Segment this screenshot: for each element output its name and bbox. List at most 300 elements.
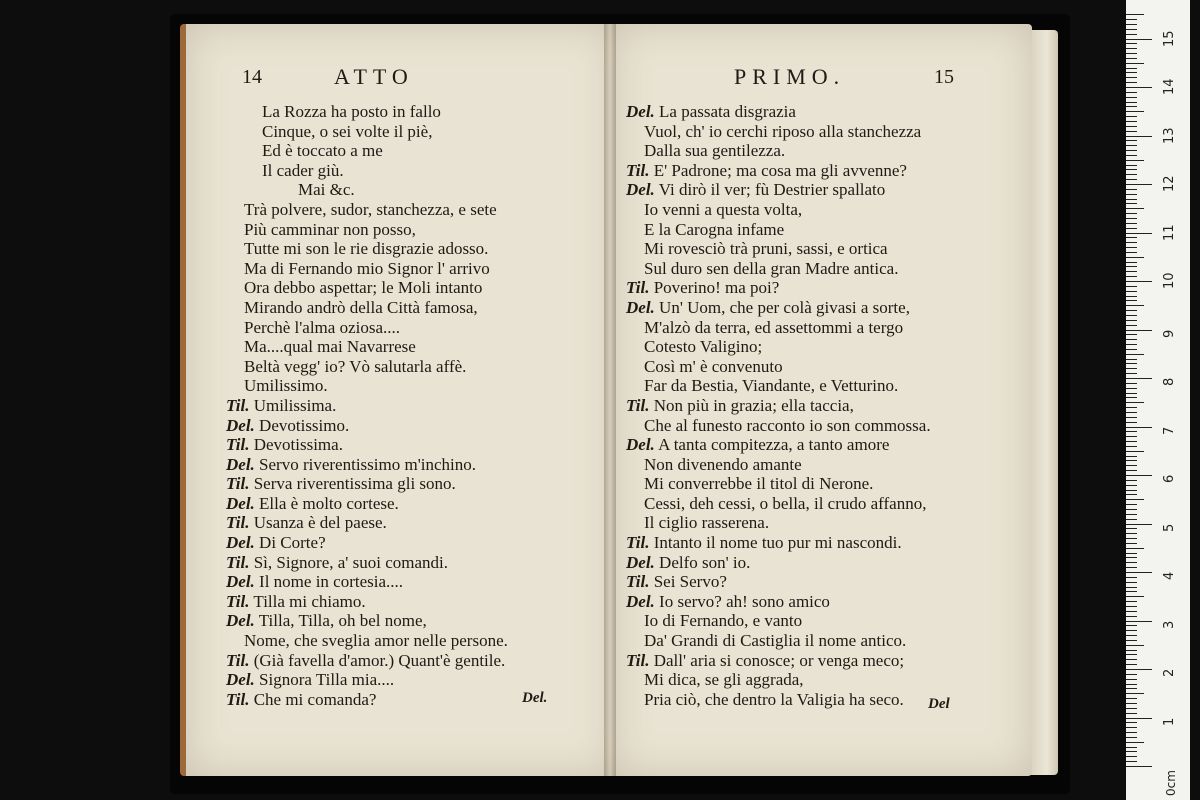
- text-line: [626, 180, 931, 200]
- ruler-tick: [1126, 296, 1137, 297]
- text-line: [226, 572, 508, 592]
- line-text: Servo riverentissimo m'inchino.: [259, 454, 476, 474]
- line-text: Mi dica, se gli aggrada,: [644, 670, 804, 690]
- text-line: [226, 533, 508, 553]
- ruler-tick: [1126, 39, 1152, 40]
- ruler-tick: [1126, 330, 1152, 331]
- text-line: [626, 572, 931, 592]
- line-text: Mirando andrò della Città famosa,: [244, 297, 478, 317]
- text-line: [226, 141, 508, 161]
- ruler-tick: [1126, 388, 1137, 389]
- ruler-tick: [1126, 325, 1137, 326]
- text-line: [226, 592, 508, 612]
- line-text: Che mi comanda?: [253, 689, 377, 709]
- ruler-tick: [1126, 72, 1137, 73]
- ruler-tick: [1126, 315, 1137, 316]
- ruler-tick: [1126, 271, 1137, 272]
- line-text: Pria ciò, che dentro la Valigia ha seco.: [644, 689, 904, 709]
- speaker-label: Til.: [626, 395, 650, 415]
- text-line: [226, 357, 508, 377]
- ruler-tick: [1126, 320, 1137, 321]
- ruler-tick: [1126, 174, 1137, 175]
- ruler-tick: [1126, 742, 1144, 743]
- speaker-label: Del.: [626, 552, 655, 572]
- speaker-label: Til.: [626, 572, 650, 592]
- ruler-tick: [1126, 291, 1137, 292]
- speaker-label: Del.: [226, 493, 255, 513]
- text-line: [226, 318, 508, 338]
- line-text: Ma di Fernando mio Signor l' arrivo: [244, 258, 490, 278]
- text-line: [226, 651, 508, 671]
- text-line: [226, 102, 508, 122]
- line-text: Umilissima.: [253, 395, 337, 415]
- ruler-tick: [1126, 160, 1144, 161]
- ruler-tick: [1126, 266, 1137, 267]
- ruler-tick: [1126, 528, 1137, 529]
- ruler-tick: [1126, 470, 1137, 471]
- ruler-tick: [1126, 533, 1137, 534]
- line-text: Il ciglio rasserena.: [644, 513, 770, 533]
- ruler-tick: [1126, 383, 1137, 384]
- ruler-tick: [1126, 747, 1137, 748]
- text-line: [626, 376, 931, 396]
- ruler-tick: [1126, 53, 1137, 54]
- text-line: [626, 611, 931, 631]
- ruler-tick: [1126, 300, 1137, 301]
- line-text: Far da Bestia, Viandante, e Vetturino.: [644, 376, 899, 396]
- ruler-tick: [1126, 199, 1137, 200]
- ruler-tick: [1126, 519, 1137, 520]
- speaker-label: Del.: [226, 415, 255, 435]
- text-line: [226, 376, 508, 396]
- ruler-tick: [1126, 126, 1137, 127]
- ruler-tick: [1126, 659, 1137, 660]
- ruler-tick: [1126, 514, 1137, 515]
- speaker-label: Til.: [626, 533, 650, 553]
- ruler-tick: [1126, 305, 1144, 306]
- line-text: Nome, che sveglia amor nelle persone.: [244, 631, 508, 651]
- ruler-tick: [1126, 344, 1137, 345]
- ruler-tick: [1126, 354, 1144, 355]
- ruler-number: 13: [1162, 126, 1177, 144]
- ruler-tick: [1126, 378, 1152, 379]
- ruler-number: 8: [1162, 377, 1177, 386]
- right-page: [612, 24, 1032, 776]
- ruler-tick: [1126, 766, 1152, 767]
- ruler-number: 14: [1162, 78, 1177, 95]
- ruler-tick: [1126, 34, 1137, 35]
- ruler-tick: [1126, 407, 1137, 408]
- line-text: M'alzò da terra, ed assettommi a tergo: [644, 317, 904, 337]
- ruler-tick: [1126, 131, 1137, 132]
- text-line: [626, 239, 931, 259]
- ruler-tick: [1126, 165, 1137, 166]
- line-text: Il cader giù.: [262, 160, 344, 180]
- ruler-tick: [1126, 223, 1137, 224]
- ruler-tick: [1126, 262, 1137, 263]
- line-text: Devotissimo.: [259, 415, 350, 435]
- ruler-tick: [1126, 625, 1137, 626]
- ruler-tick: [1126, 179, 1137, 180]
- speaker-label: Til.: [226, 650, 250, 670]
- text-line: [626, 553, 931, 573]
- ruler-tick: [1126, 650, 1137, 651]
- ruler-tick: [1126, 698, 1137, 699]
- text-line: [226, 161, 508, 181]
- line-text: Che al funesto racconto io son commossa.: [644, 415, 931, 435]
- text-line: [626, 651, 931, 671]
- ruler-tick: [1126, 606, 1137, 607]
- ruler-tick: [1126, 310, 1137, 311]
- ruler-tick: [1126, 591, 1137, 592]
- ruler-tick: [1126, 465, 1137, 466]
- ruler-tick: [1126, 24, 1137, 25]
- ruler-tick: [1126, 732, 1137, 733]
- ruler-tick: [1126, 611, 1137, 612]
- speaker-label: Del.: [626, 180, 655, 200]
- ruler-tick: [1126, 359, 1137, 360]
- ruler-tick: [1126, 58, 1137, 59]
- line-text: Così m' è convenuto: [644, 356, 783, 376]
- ruler-tick: [1126, 68, 1137, 69]
- ruler-tick: [1126, 373, 1137, 374]
- line-text: Mi converrebbe il titol di Nerone.: [644, 474, 874, 494]
- line-text: Tilla, Tilla, oh bel nome,: [258, 611, 427, 631]
- line-text: Io di Fernando, e vanto: [644, 611, 803, 631]
- ruler-tick: [1126, 252, 1137, 253]
- ruler-tick: [1126, 524, 1152, 525]
- right-running-head: PRIMO.: [734, 64, 846, 89]
- ruler-tick: [1126, 286, 1137, 287]
- ruler-tick: [1126, 82, 1137, 83]
- line-text: (Già favella d'amor.) Quant'è gentile.: [253, 650, 506, 670]
- ruler-tick: [1126, 97, 1137, 98]
- ruler-tick: [1126, 363, 1137, 364]
- ruler-tick: [1126, 577, 1137, 578]
- ruler-tick: [1126, 48, 1137, 49]
- line-text: Di Corte?: [259, 533, 326, 553]
- line-text: A tanta compitezza, a tanto amore: [658, 435, 890, 455]
- text-line: [226, 455, 508, 475]
- ruler-tick: [1126, 213, 1137, 214]
- text-line: [226, 553, 508, 573]
- right-catchword: Del: [928, 696, 950, 712]
- line-text: Cotesto Valigino;: [644, 337, 763, 357]
- line-text: Intanto il nome tuo pur mi nascondi.: [653, 533, 902, 553]
- ruler-tick: [1126, 548, 1144, 549]
- left-page: [180, 24, 616, 776]
- left-catchword: Del.: [522, 690, 548, 706]
- ruler-number: 7: [1162, 426, 1177, 435]
- text-line: [226, 337, 508, 357]
- line-text: Serva riverentissima gli sono.: [253, 474, 456, 494]
- ruler-tick: [1126, 567, 1137, 568]
- line-text: Tilla mi chiamo.: [253, 591, 366, 611]
- ruler-tick: [1126, 106, 1137, 107]
- ruler-tick: [1126, 150, 1137, 151]
- speaker-label: Til.: [226, 552, 250, 572]
- speaker-label: Del.: [226, 572, 255, 592]
- text-line: [626, 102, 931, 122]
- ruler-tick: [1126, 276, 1137, 277]
- ruler-tick: [1126, 557, 1137, 558]
- ruler-tick: [1126, 674, 1137, 675]
- text-line: [626, 122, 931, 142]
- text-line: [626, 435, 931, 455]
- speaker-label: Del.: [626, 102, 655, 121]
- text-line: [626, 259, 931, 279]
- ruler-tick: [1126, 562, 1137, 563]
- line-text: Poverino! ma poi?: [653, 278, 780, 298]
- text-line: [626, 592, 931, 612]
- speaker-label: Til.: [626, 650, 650, 670]
- line-text: Un' Uom, che per colà givasi a sorte,: [659, 297, 910, 317]
- ruler-tick: [1126, 679, 1137, 680]
- line-text: Ma....qual mai Navarrese: [244, 337, 416, 357]
- text-line: [226, 278, 508, 298]
- line-text: Sei Servo?: [653, 572, 727, 592]
- ruler-number: 9: [1162, 329, 1177, 338]
- ruler-tick: [1126, 422, 1137, 423]
- speaker-label: Del.: [626, 591, 655, 611]
- ruler-tick: [1126, 349, 1137, 350]
- line-text: Signora Tilla mia....: [259, 670, 395, 690]
- ruler-number: 5: [1162, 523, 1177, 532]
- page-edges: [1030, 30, 1058, 775]
- text-line: [226, 239, 508, 259]
- line-text: Umilissimo.: [244, 376, 328, 396]
- ruler-tick: [1126, 136, 1152, 137]
- text-line: [626, 278, 931, 298]
- ruler-number: 15: [1162, 29, 1177, 47]
- ruler-tick: [1126, 460, 1137, 461]
- line-text: Delfo son' io.: [659, 552, 751, 572]
- line-text: Sul duro sen della gran Madre antica.: [644, 258, 899, 278]
- ruler-tick: [1126, 587, 1137, 588]
- ruler-tick: [1126, 616, 1137, 617]
- ruler-number: 2: [1162, 668, 1177, 677]
- text-line: [226, 513, 508, 533]
- line-text: Devotissima.: [253, 435, 343, 455]
- ruler-number: 10: [1162, 272, 1177, 289]
- text-line: [626, 318, 931, 338]
- ruler-tick: [1126, 339, 1137, 340]
- ruler-tick: [1126, 145, 1137, 146]
- text-line: [226, 690, 508, 710]
- ruler-tick: [1126, 630, 1137, 631]
- text-line: [226, 631, 508, 651]
- speaker-label: Til.: [226, 435, 250, 455]
- speaker-label: Del.: [226, 533, 255, 553]
- line-text: Più camminar non posso,: [244, 219, 416, 239]
- ruler-tick: [1126, 640, 1137, 641]
- ruler-tick: [1126, 237, 1137, 238]
- line-text: Mi rovesciò trà pruni, sassi, e ortica: [644, 239, 888, 259]
- text-line: [626, 161, 931, 181]
- line-text: Ed è toccato a me: [262, 141, 383, 161]
- line-text: Cinque, o sei volte il piè,: [262, 121, 433, 141]
- text-line: [626, 670, 931, 690]
- ruler-tick: [1126, 756, 1137, 757]
- ruler-tick: [1126, 708, 1137, 709]
- ruler-tick: [1126, 102, 1137, 103]
- text-line: [226, 122, 508, 142]
- ruler-tick: [1126, 334, 1137, 335]
- line-text: Da' Grandi di Castiglia il nome antico.: [644, 631, 907, 651]
- ruler-unit-label: 0cm: [1164, 770, 1178, 796]
- left-page-number: 14: [242, 66, 262, 88]
- ruler-tick: [1126, 169, 1137, 170]
- line-text: Ora debbo aspettar; le Moli intanto: [244, 278, 483, 298]
- ruler-tick: [1126, 504, 1137, 505]
- ruler-tick: [1126, 427, 1152, 428]
- line-text: Mai &c.: [298, 180, 355, 200]
- right-text-block: [626, 102, 931, 709]
- line-text: Cessi, deh cessi, o bella, il crudo affanno,: [644, 493, 927, 513]
- ruler-tick: [1126, 494, 1137, 495]
- line-text: Io servo? ah! sono amico: [659, 591, 830, 611]
- ruler-tick: [1126, 703, 1137, 704]
- book-gutter: [604, 24, 616, 776]
- line-text: Non più in grazia; ella taccia,: [653, 395, 854, 415]
- ruler-tick: [1126, 402, 1144, 403]
- ruler-number: 4: [1162, 571, 1177, 580]
- text-line: [626, 396, 931, 416]
- ruler-tick: [1126, 116, 1137, 117]
- ruler-tick: [1126, 645, 1144, 646]
- speaker-label: Til.: [226, 474, 250, 494]
- ruler-tick: [1126, 446, 1137, 447]
- line-text: La passata disgrazia: [659, 102, 796, 121]
- ruler-tick: [1126, 184, 1152, 185]
- line-text: Beltà vegg' io? Vò salutarla affè.: [244, 356, 467, 376]
- ruler-tick: [1126, 77, 1137, 78]
- ruler-tick: [1126, 693, 1144, 694]
- text-line: [626, 416, 931, 436]
- ruler-tick: [1126, 499, 1144, 500]
- ruler-tick: [1126, 189, 1137, 190]
- ruler-number: 12: [1162, 175, 1177, 192]
- text-line: [226, 220, 508, 240]
- ruler-tick: [1126, 451, 1144, 452]
- ruler-tick: [1126, 713, 1137, 714]
- ruler-tick: [1126, 247, 1137, 248]
- ruler-tick: [1126, 688, 1137, 689]
- text-line: [226, 396, 508, 416]
- ruler-tick: [1126, 431, 1137, 432]
- ruler-tick: [1126, 582, 1137, 583]
- ruler-tick: [1126, 233, 1152, 234]
- line-text: Dall' aria si conosce; or venga meco;: [653, 650, 905, 670]
- text-line: [626, 513, 931, 533]
- ruler-tick: [1126, 761, 1137, 762]
- text-line: [626, 220, 931, 240]
- line-text: Vuol, ch' io cerchi riposo alla stanchezza: [644, 121, 922, 141]
- text-line: [626, 631, 931, 651]
- line-text: La Rozza ha posto in fallo: [262, 102, 441, 121]
- ruler-tick: [1126, 257, 1144, 258]
- ruler-tick: [1126, 601, 1137, 602]
- ruler-tick: [1126, 87, 1152, 88]
- text-line: [226, 200, 508, 220]
- ruler-tick: [1126, 485, 1137, 486]
- ruler-tick: [1126, 596, 1144, 597]
- text-line: [226, 298, 508, 318]
- ruler-number: 11: [1162, 223, 1177, 241]
- text-line: [626, 533, 931, 553]
- speaker-label: Til.: [626, 160, 650, 180]
- ruler-tick: [1126, 664, 1137, 665]
- ruler-tick: [1126, 553, 1137, 554]
- ruler-tick: [1126, 92, 1137, 93]
- ruler-tick: [1126, 436, 1137, 437]
- ruler-tick: [1126, 669, 1152, 670]
- ruler-tick: [1126, 393, 1137, 394]
- ruler-tick: [1126, 412, 1137, 413]
- speaker-label: Til.: [226, 513, 250, 533]
- ruler-tick: [1126, 242, 1137, 243]
- text-line: [626, 494, 931, 514]
- text-line: [226, 180, 508, 200]
- line-text: Io venni a questa volta,: [644, 199, 803, 219]
- ruler-tick: [1126, 194, 1137, 195]
- line-text: E' Padrone; ma cosa ma gli avvenne?: [653, 160, 907, 180]
- ruler-tick: [1126, 654, 1137, 655]
- line-text: Usanza è del paese.: [253, 513, 387, 533]
- text-line: [626, 200, 931, 220]
- ruler-number: 6: [1162, 474, 1177, 483]
- ruler-tick: [1126, 111, 1144, 112]
- ruler-tick: [1126, 718, 1152, 719]
- line-text: Non divenendo amante: [644, 454, 802, 474]
- ruler-tick: [1126, 203, 1137, 204]
- text-line: [226, 416, 508, 436]
- text-line: [226, 494, 508, 514]
- ruler-tick: [1126, 572, 1152, 573]
- ruler-tick: [1126, 480, 1137, 481]
- text-line: [626, 357, 931, 377]
- line-text: Il nome in cortesia....: [259, 572, 404, 592]
- text-line: [226, 611, 508, 631]
- ruler-tick: [1126, 281, 1152, 282]
- speaker-label: Til.: [226, 591, 250, 611]
- ruler-tick: [1126, 417, 1137, 418]
- ruler-number: 3: [1162, 620, 1177, 629]
- ruler-tick: [1126, 509, 1137, 510]
- ruler-tick: [1126, 155, 1137, 156]
- speaker-label: Del.: [626, 297, 655, 317]
- speaker-label: Til.: [226, 395, 250, 415]
- speaker-label: Del.: [226, 454, 255, 474]
- line-text: Tutte mi son le rie disgrazie adosso.: [244, 239, 489, 259]
- speaker-label: Til.: [226, 689, 250, 709]
- text-line: [626, 455, 931, 475]
- ruler-tick: [1126, 140, 1137, 141]
- ruler-tick: [1126, 475, 1152, 476]
- ruler-tick: [1126, 684, 1137, 685]
- ruler-tick: [1126, 621, 1152, 622]
- ruler-tick: [1126, 29, 1137, 30]
- ruler-tick: [1126, 368, 1137, 369]
- line-text: E la Carogna infame: [644, 219, 785, 239]
- line-text: Dalla sua gentilezza.: [644, 141, 786, 161]
- speaker-label: Del.: [226, 670, 255, 690]
- text-line: [226, 259, 508, 279]
- text-line: [626, 298, 931, 318]
- text-line: [626, 690, 931, 710]
- ruler-tick: [1126, 722, 1137, 723]
- ruler-tick: [1126, 14, 1144, 15]
